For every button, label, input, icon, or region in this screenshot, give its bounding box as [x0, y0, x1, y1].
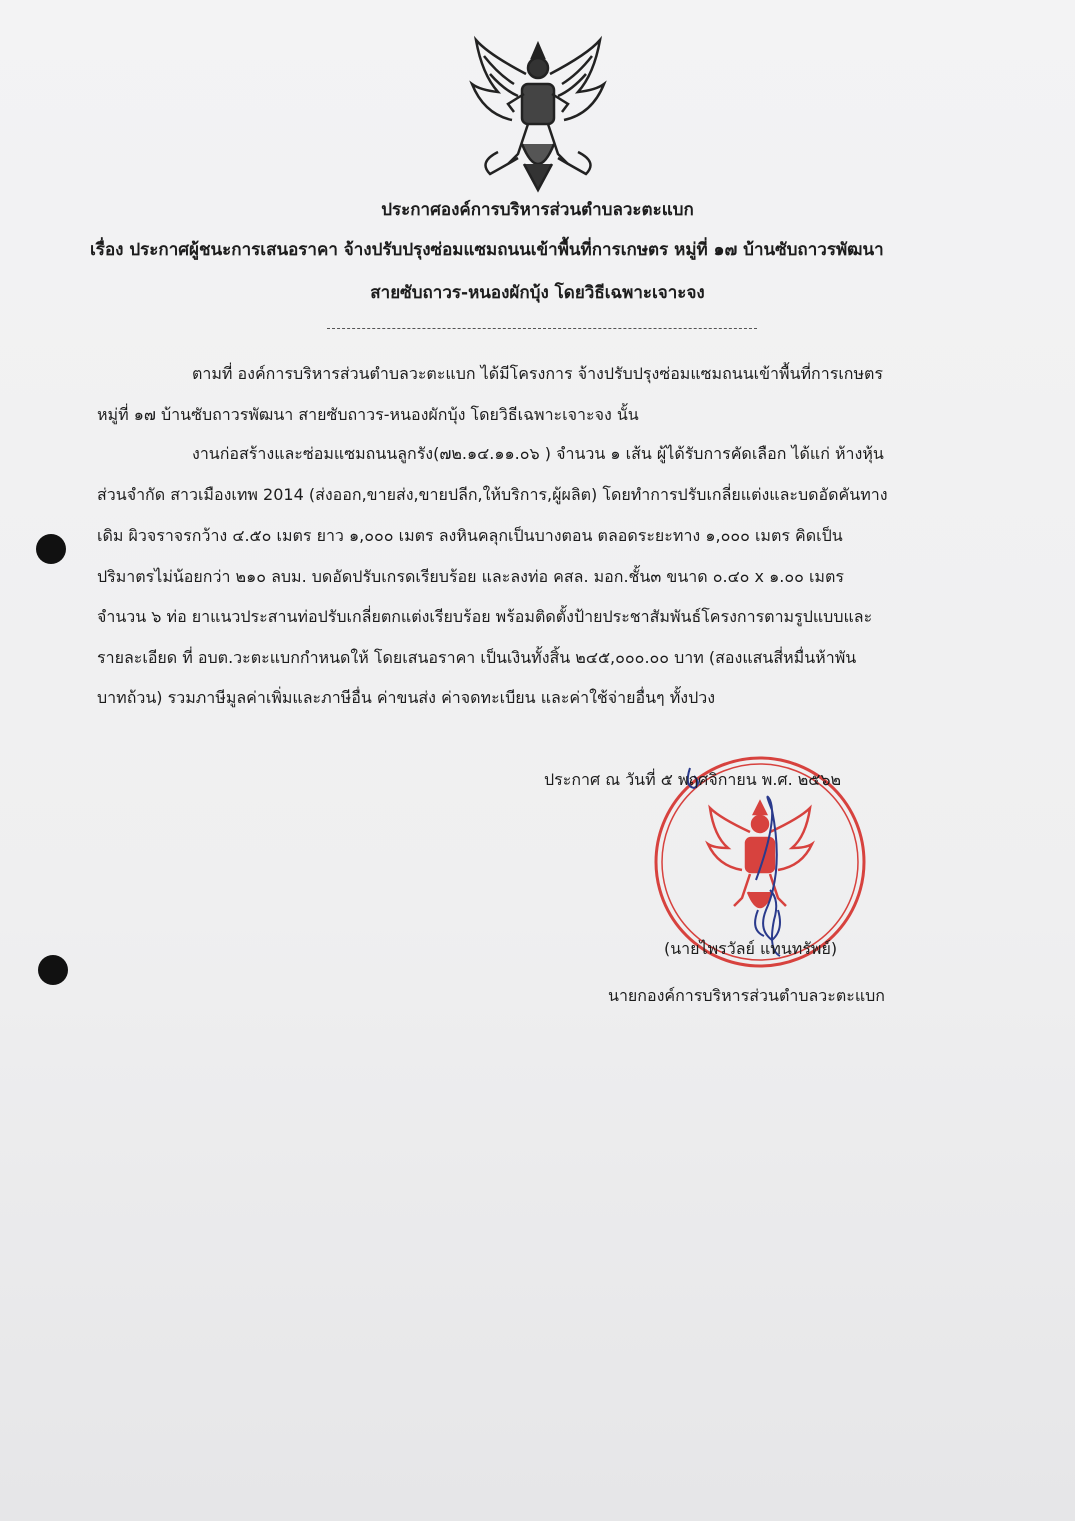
- document-title: ประกาศองค์การบริหารส่วนตำบลวะตะแบก: [381, 200, 694, 220]
- paragraph-1-line: หมู่ที่ ๑๗ บ้านซับถาวรพัฒนา สายซับถาวร-หนองผักบุ้ง โดยวิธีเฉพาะเจาะจง นั้น: [97, 405, 639, 424]
- paragraph-2-line: ปริมาตรไม่น้อยกว่า ๒๑๐ ลบม. บดอัดปรับเกรดเรียบร้อย และลงท่อ คสล. มอก.ชั้น๓ ขนาด ๐.๔๐ x ๑.๐๐ เมตร: [97, 567, 844, 586]
- paragraph-2-line: ส่วนจำกัด สาวเมืองเทพ 2014 (ส่งออก,ขายส่ง,ขายปลีก,ให้บริการ,ผู้ผลิต) โดยทำการปรับเกลี่ยแต่งและบดอัดคันทาง: [97, 485, 888, 504]
- paragraph-1-line: ตามที่ องค์การบริหารส่วนตำบลวะตะแบก ได้มีโครงการ จ้างปรับปรุงซ่อมแซมถนนเข้าพื้นที่การเกษตร: [192, 364, 883, 383]
- subject-line-1: เรื่อง ประกาศผู้ชนะการเสนอราคา จ้างปรับปรุงซ่อมแซมถนนเข้าพื้นที่การเกษตร หมู่ที่ ๑๗ บ้านซับถาวรพัฒนา: [90, 240, 884, 260]
- punch-hole: [36, 534, 66, 564]
- paragraph-2-line: เดิม ผิวจราจรกว้าง ๔.๕๐ เมตร ยาว ๑,๐๐๐ เมตร ลงหินคลุกเป็นบางตอน ตลอดระยะทาง ๑,๐๐๐ เมตร คิดเป็น: [97, 526, 843, 545]
- dashed-divider: [327, 328, 757, 329]
- paragraph-2-line: รายละเอียด ที่ อบต.วะตะแบกกำหนดให้ โดยเสนอราคา เป็นเงินทั้งสิ้น ๒๔๕,๐๐๐.๐๐ บาท (สองแสนสี่หมื่นห้าพัน: [97, 648, 857, 667]
- punch-hole: [38, 955, 68, 985]
- garuda-emblem-icon: [468, 34, 608, 194]
- signer-position: นายกองค์การบริหารส่วนตำบลวะตะแบก: [608, 986, 885, 1005]
- paragraph-2-line: บาทถ้วน) รวมภาษีมูลค่าเพิ่มและภาษีอื่น ค่าขนส่ง ค่าจดทะเบียน และค่าใช้จ่ายอื่นๆ ทั้งปวง: [97, 688, 716, 707]
- subject-line-2: สายซับถาวร-หนองผักบุ้ง โดยวิธีเฉพาะเจาะจง: [370, 283, 705, 303]
- signer-name: (นายไพรวัลย์ แทนทรัพย์): [664, 939, 838, 958]
- paragraph-2-line: จำนวน ๖ ท่อ ยาแนวประสานท่อปรับเกลี่ยตกแต่งเรียบร้อย พร้อมติดตั้งป้ายประชาสัมพันธ์โครงการตามรูปแบบและ: [97, 607, 873, 626]
- announcement-date: ประกาศ ณ วันที่ ๕ พฤศจิกายน พ.ศ. ๒๕๖๒: [544, 770, 842, 789]
- paragraph-2-line: งานก่อสร้างและซ่อมแซมถนนลูกรัง(๗๒.๑๔.๑๑.๐๖ ) จำนวน ๑ เส้น ผู้ได้รับการคัดเลือก ได้แก่ ห้างหุ้น: [192, 444, 884, 463]
